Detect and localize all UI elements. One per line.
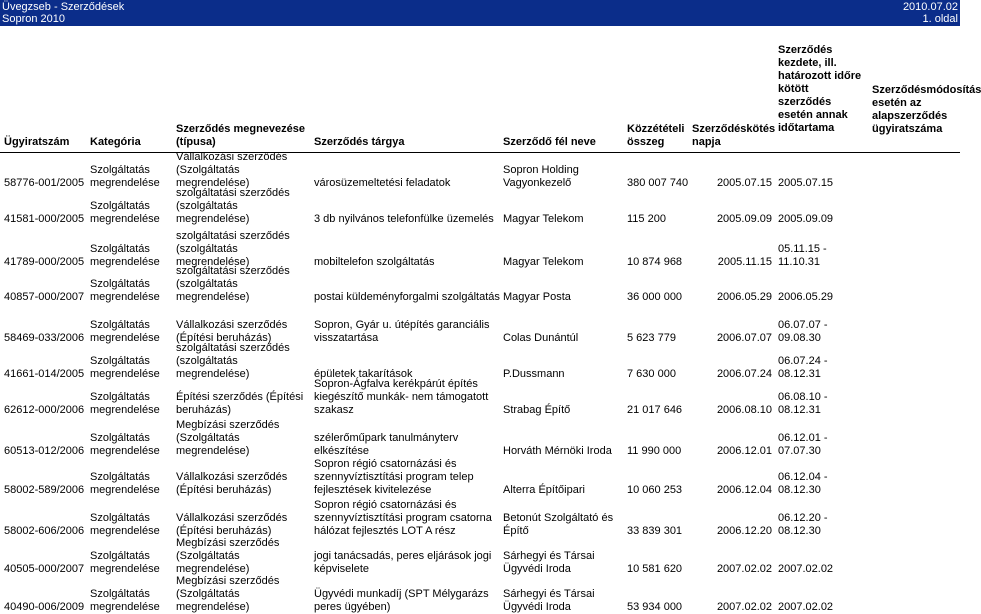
cell-megnevezes: Megbízási szerződés (Szolgáltatás megrendelése)	[176, 419, 280, 457]
cell-kotes: 2005.09.09	[716, 213, 772, 225]
cell-megnevezes: szolgáltatási szerződés (szolgáltatás megrendelése)	[176, 230, 290, 268]
cell-ugyiratszam: 41789-000/2005	[4, 256, 85, 268]
cell-osszeg: 21 017 646	[627, 404, 683, 416]
cell-idotartam: 2007.02.02	[778, 601, 834, 613]
table-row	[0, 458, 960, 497]
cell-megnevezes: szolgáltatási szerződés (szolgáltatás megrendelése)	[176, 265, 290, 303]
col-header-fel: Szerződő fél neve	[503, 136, 596, 148]
cell-idotartam: 2007.02.02	[778, 563, 834, 575]
cell-targya: Sopron-Ágfalva kerékpárút építés kiegészítő munkák- nem támogatott szakasz	[314, 378, 489, 416]
cell-fel: Magyar Telekom	[503, 213, 584, 225]
cell-targya: szélerőműpark tanulmányterv elkészítése	[314, 432, 459, 457]
cell-osszeg: 10 581 620	[627, 563, 683, 575]
cell-idotartam: 06.08.10 - 08.12.31	[778, 391, 828, 416]
cell-targya: postai küldeményforgalmi szolgáltatás	[314, 291, 500, 303]
cell-kotes: 2006.07.24	[716, 368, 772, 380]
cell-fel: Magyar Telekom	[503, 256, 584, 268]
cell-megnevezes: Megbízási szerződés (Szolgáltatás megrendelése)	[176, 537, 280, 575]
cell-ugyiratszam: 41661-014/2005	[4, 368, 85, 380]
cell-ugyiratszam: 58002-606/2006	[4, 525, 85, 537]
cell-kotes: 2006.08.10	[716, 404, 772, 416]
cell-kategoria: Szolgáltatás megrendelése	[90, 278, 160, 303]
cell-ugyiratszam: 60513-012/2006	[4, 445, 85, 457]
cell-ugyiratszam: 58002-589/2006	[4, 484, 85, 496]
cell-ugyiratszam: 58776-001/2005	[4, 177, 85, 189]
cell-kategoria: Szolgáltatás megrendelése	[90, 319, 160, 344]
report-city-year: Sopron 2010	[2, 13, 65, 25]
cell-kategoria: Szolgáltatás megrendelése	[90, 164, 160, 189]
cell-osszeg: 5 623 779	[627, 332, 676, 344]
report-title: Üvegzseb - Szerződések	[2, 1, 125, 13]
cell-megnevezes: Építési szerződés (Építési beruházás)	[176, 391, 304, 416]
cell-kategoria: Szolgáltatás megrendelése	[90, 432, 160, 457]
table-row	[0, 575, 960, 614]
col-header-megnevezes: Szerződés megnevezése (típusa)	[176, 123, 306, 148]
cell-megnevezes: szolgáltatási szerződés (szolgáltatás megrendelése)	[176, 342, 290, 380]
cell-targya: Sopron régió csatornázási és szennyvíztisztítási program telep fejlesztések kivitelezése	[314, 458, 474, 496]
cell-fel: Sárhegyi és Társai Ügyvédi Iroda	[503, 588, 595, 613]
cell-osszeg: 115 200	[627, 213, 666, 225]
cell-idotartam: 05.11.15 - 11.10.31	[778, 243, 827, 268]
cell-targya: épületek takarítások	[314, 368, 413, 380]
cell-fel: Betonút Szolgáltató és Építő	[503, 512, 614, 537]
cell-megnevezes: szolgáltatási szerződés (szolgáltatás megrendelése)	[176, 187, 290, 225]
cell-osszeg: 7 630 000	[627, 368, 676, 380]
cell-kotes: 2006.07.07	[716, 332, 772, 344]
table-row	[0, 537, 960, 576]
col-header-osszeg: Közzétételi összeg	[627, 123, 685, 148]
cell-targya: mobiltelefon szolgáltatás	[314, 256, 435, 268]
cell-osszeg: 33 839 301	[627, 525, 683, 537]
cell-kategoria: Szolgáltatás megrendelése	[90, 200, 160, 225]
report-title-bar	[0, 0, 960, 26]
cell-kategoria: Szolgáltatás megrendelése	[90, 355, 160, 380]
cell-osszeg: 10 874 968	[627, 256, 683, 268]
cell-targya: városüzemeltetési feladatok	[314, 177, 451, 189]
table-row	[0, 151, 960, 190]
cell-fel: Magyar Posta	[503, 291, 571, 303]
cell-kotes: 2006.12.01	[716, 445, 772, 457]
table-row	[0, 419, 960, 458]
table-row	[0, 187, 960, 226]
cell-idotartam: 06.07.24 - 08.12.31	[778, 355, 828, 380]
cell-ugyiratszam: 40490-006/2009	[4, 601, 85, 613]
cell-targya: Ügyvédi munkadíj (SPT Mélygarázs peres ügyében)	[314, 588, 489, 613]
cell-kategoria: Szolgáltatás megrendelése	[90, 512, 160, 537]
cell-kotes: 2006.12.04	[716, 484, 772, 496]
cell-targya: Sopron, Gyár u. útépítés garanciális visszatartása	[314, 319, 490, 344]
cell-kategoria: Szolgáltatás megrendelése	[90, 588, 160, 613]
cell-fel: Colas Dunántúl	[503, 332, 579, 344]
cell-targya: 3 db nyilvános telefonfülke üzemelés	[314, 213, 494, 225]
cell-megnevezes: Vállalkozási szerződés (Szolgáltatás megrendelése)	[176, 151, 288, 189]
cell-targya: Sopron régió csatornázási és szennyvíztisztítási program csatorna hálózat fejlesztés LOT A rész	[314, 499, 492, 537]
cell-kategoria: Szolgáltatás megrendelése	[90, 243, 160, 268]
cell-kotes: 2006.05.29	[716, 291, 772, 303]
cell-kategoria: Szolgáltatás megrendelése	[90, 391, 160, 416]
col-header-kotes: Szerződéskötés napja	[692, 123, 776, 148]
cell-idotartam: 2005.09.09	[778, 213, 834, 225]
page-number: 1. oldal	[922, 13, 958, 25]
cell-targya: jogi tanácsadás, peres eljárások jogi képviselete	[314, 550, 492, 575]
col-header-targya: Szerződés tárgya	[314, 136, 405, 148]
table-row	[0, 265, 960, 304]
table-row	[0, 230, 960, 269]
table-row	[0, 342, 960, 381]
cell-idotartam: 2005.07.15	[778, 177, 834, 189]
cell-fel: Strabag Építő	[503, 404, 571, 416]
cell-idotartam: 06.12.20 - 08.12.30	[778, 512, 828, 537]
cell-kategoria: Szolgáltatás megrendelése	[90, 471, 160, 496]
report-date: 2010.07.02	[902, 1, 958, 13]
cell-megnevezes: Vállalkozási szerződés (Építési beruházás)	[176, 471, 288, 496]
cell-idotartam: 06.12.04 - 08.12.30	[778, 471, 828, 496]
cell-idotartam: 06.07.07 - 09.08.30	[778, 319, 828, 344]
cell-fel: Sárhegyi és Társai Ügyvédi Iroda	[503, 550, 595, 575]
cell-idotartam: 06.12.01 - 07.07.30	[778, 432, 828, 457]
col-header-idotartam: Szerződés kezdete, ill. határozott időre kötött szerződés esetén annak időtartama	[778, 44, 862, 134]
cell-kotes: 2005.11.15	[717, 256, 772, 268]
cell-fel: Alterra Építőipari	[503, 484, 585, 496]
cell-kotes: 2005.07.15	[716, 177, 772, 189]
cell-ugyiratszam: 41581-000/2005	[4, 213, 85, 225]
header-divider	[0, 152, 960, 153]
col-header-modositas: Szerződésmódosítás esetén az alapszerződés ügyiratszáma	[872, 84, 981, 135]
cell-kotes: 2007.02.02	[716, 601, 772, 613]
cell-megnevezes: Megbízási szerződés (Szolgáltatás megrendelése)	[176, 575, 280, 613]
table-row	[0, 309, 960, 345]
cell-kotes: 2007.02.02	[716, 563, 772, 575]
cell-megnevezes: Vállalkozási szerződés (Építési beruházás)	[176, 319, 288, 344]
cell-osszeg: 10 060 253	[627, 484, 683, 496]
cell-osszeg: 36 000 000	[627, 291, 683, 303]
cell-ugyiratszam: 62612-000/2006	[4, 404, 85, 416]
cell-osszeg: 11 990 000	[627, 445, 682, 457]
cell-fel: Sopron Holding Vagyonkezelő	[503, 164, 579, 189]
cell-ugyiratszam: 40857-000/2007	[4, 291, 85, 303]
table-row	[0, 378, 960, 417]
cell-fel: Horváth Mérnöki Iroda	[503, 445, 612, 457]
cell-kotes: 2006.12.20	[716, 525, 772, 537]
cell-osszeg: 53 934 000	[627, 601, 683, 613]
cell-osszeg: 380 007 740	[627, 177, 689, 189]
cell-megnevezes: Vállalkozási szerződés (Építési beruházás)	[176, 512, 288, 537]
cell-ugyiratszam: 40505-000/2007	[4, 563, 85, 575]
cell-idotartam: 2006.05.29	[778, 291, 834, 303]
cell-fel: P.Dussmann	[503, 368, 565, 380]
cell-ugyiratszam: 58469-033/2006	[4, 332, 85, 344]
col-header-kategoria: Kategória	[90, 136, 141, 148]
col-header-ugyiratszam: Ügyiratszám	[4, 136, 70, 148]
cell-kategoria: Szolgáltatás megrendelése	[90, 550, 160, 575]
table-row	[0, 499, 960, 538]
